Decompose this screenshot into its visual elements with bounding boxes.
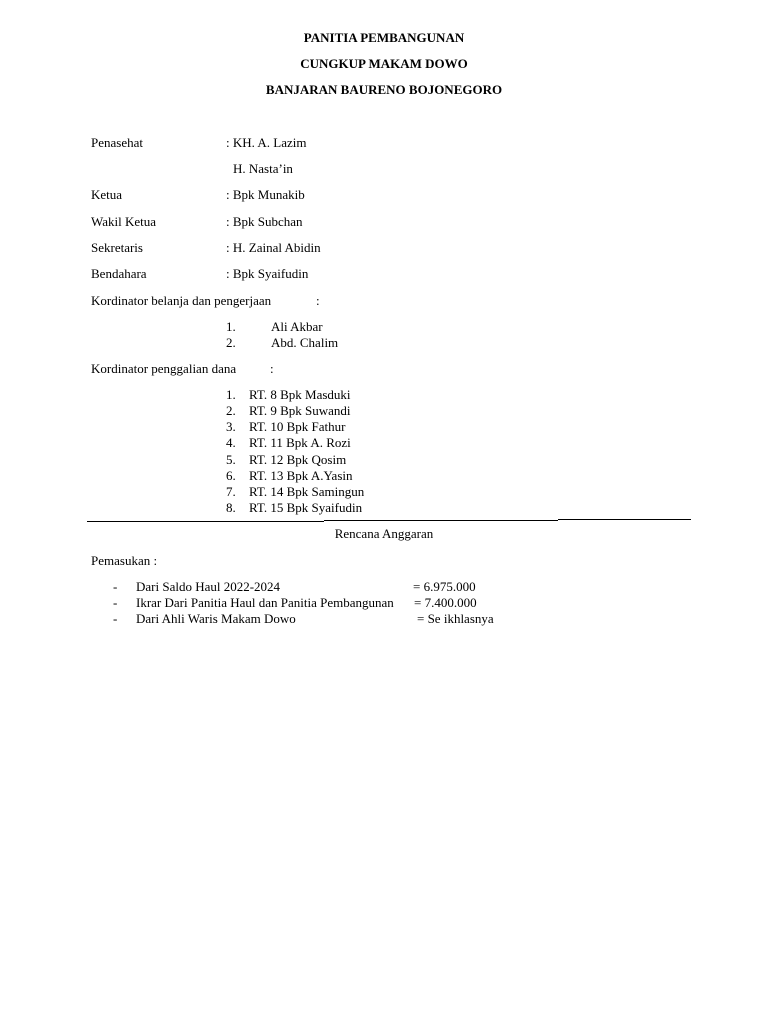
wakil-ketua-label: Wakil Ketua: [91, 214, 157, 229]
income-item-desc: Ikrar Dari Panitia Haul dan Panitia Pembangunan: [136, 595, 394, 610]
ketua-value: : Bpk Munakib: [226, 187, 305, 202]
income-item-amount: = 7.400.000: [414, 595, 477, 610]
income-label: Pemasukan :: [91, 553, 158, 568]
list-item: RT. 10 Bpk Fathur: [249, 419, 346, 434]
bullet: -: [113, 611, 118, 626]
heading-line-3: BANJARAN BAURENO BOJONEGORO: [265, 82, 503, 97]
list-item-number: 7.: [226, 484, 236, 499]
list-item-number: 1.: [226, 319, 236, 334]
list-item: Ali Akbar: [271, 319, 323, 334]
list-item-number: 5.: [226, 452, 236, 467]
income-item-amount: = 6.975.000: [413, 579, 476, 594]
budget-title: Rencana Anggaran: [334, 526, 434, 541]
income-item-amount: = Se ikhlasnya: [417, 611, 494, 626]
koordinator-belanja-colon: :: [316, 293, 320, 308]
bendahara-value: : Bpk Syaifudin: [226, 266, 309, 281]
sekretaris-value: : H. Zainal Abidin: [226, 240, 321, 255]
ketua-label: Ketua: [91, 187, 123, 202]
bullet: -: [113, 579, 118, 594]
list-item-number: 3.: [226, 419, 236, 434]
list-item: RT. 13 Bpk A.Yasin: [249, 468, 353, 483]
list-item: RT. 14 Bpk Samingun: [249, 484, 365, 499]
list-item-number: 8.: [226, 500, 236, 515]
penasehat-value-2: H. Nasta’in: [233, 161, 293, 176]
wakil-ketua-value: : Bpk Subchan: [226, 214, 303, 229]
income-item-desc: Dari Ahli Waris Makam Dowo: [136, 611, 296, 626]
koordinator-belanja-label: Kordinator belanja dan pengerjaan: [91, 293, 272, 308]
heading-line-2: CUNGKUP MAKAM DOWO: [300, 56, 468, 71]
koordinator-dana-label: Kordinator penggalian dana: [91, 361, 237, 376]
bullet: -: [113, 595, 118, 610]
penasehat-label: Penasehat: [91, 135, 143, 150]
list-item: RT. 8 Bpk Masduki: [249, 387, 351, 402]
bendahara-label: Bendahara: [91, 266, 147, 281]
list-item: RT. 15 Bpk Syaifudin: [249, 500, 363, 515]
income-item-desc: Dari Saldo Haul 2022-2024: [136, 579, 281, 594]
divider-line: [324, 520, 558, 521]
penasehat-value: : KH. A. Lazim: [226, 135, 307, 150]
list-item: Abd. Chalim: [271, 335, 339, 350]
koordinator-dana-colon: :: [270, 361, 274, 376]
list-item-number: 2.: [226, 335, 236, 350]
list-item: RT. 12 Bpk Qosim: [249, 452, 347, 467]
list-item: RT. 11 Bpk A. Rozi: [249, 435, 351, 450]
divider-line: [558, 519, 691, 520]
sekretaris-label: Sekretaris: [91, 240, 143, 255]
list-item-number: 6.: [226, 468, 236, 483]
list-item-number: 4.: [226, 435, 236, 450]
divider-line: [87, 521, 324, 522]
heading-line-1: PANITIA PEMBANGUNAN: [303, 30, 465, 45]
list-item: RT. 9 Bpk Suwandi: [249, 403, 351, 418]
list-item-number: 1.: [226, 387, 236, 402]
list-item-number: 2.: [226, 403, 236, 418]
